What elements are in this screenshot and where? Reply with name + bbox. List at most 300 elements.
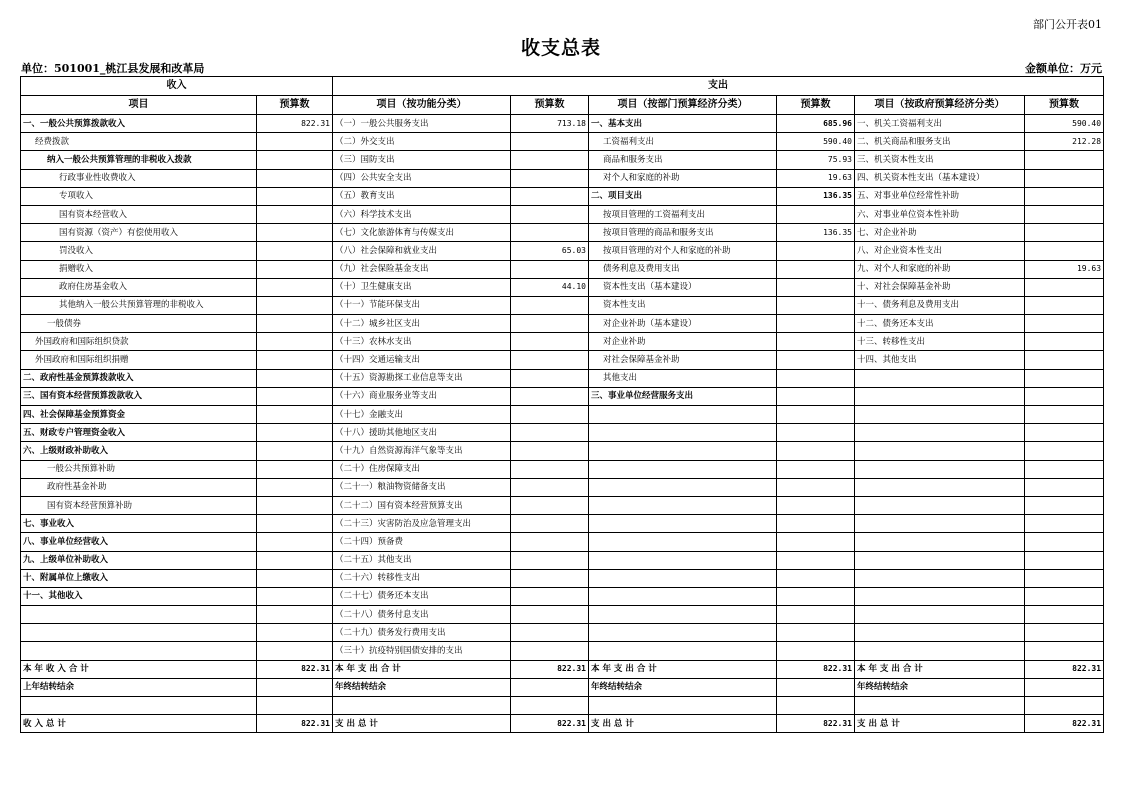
income-amount-cell <box>257 406 333 424</box>
gov-econ-amount-cell <box>1025 533 1104 551</box>
table-group-header-row <box>21 77 1104 96</box>
income-amount-cell <box>257 496 333 514</box>
income-item-cell: 经费拨款 <box>21 133 257 151</box>
gov-econ-amount-cell <box>1025 278 1104 296</box>
income-item-cell: 一、一般公共预算拨款收入 <box>21 115 257 133</box>
gov-econ-item-cell: 七、对企业补助 <box>855 224 1025 242</box>
income-item-cell: 国有资本经营收入 <box>21 205 257 223</box>
gov-econ-amount-cell <box>1025 242 1104 260</box>
gov-econ-item-cell <box>855 587 1025 605</box>
gov-econ-item-cell <box>855 387 1025 405</box>
dept-econ-item-cell <box>589 642 777 660</box>
gov-econ-item-cell <box>855 460 1025 478</box>
gov-econ-amount-cell <box>1025 369 1104 387</box>
income-item-cell: 二、政府性基金预算拨款收入 <box>21 369 257 387</box>
dept-econ-amount-cell <box>777 624 855 642</box>
function-item-cell: （一）一般公共服务支出 <box>333 115 511 133</box>
function-item-cell: （十二）城乡社区支出 <box>333 315 511 333</box>
function-item-cell: （二十九）债务发行费用支出 <box>333 624 511 642</box>
function-amount-cell <box>511 296 589 314</box>
income-amount-cell <box>257 133 333 151</box>
function-amount-cell: 44.10 <box>511 278 589 296</box>
table-row <box>21 242 1104 260</box>
dept-econ-item-cell: 二、项目支出 <box>589 187 777 205</box>
dept-econ-item-cell <box>589 569 777 587</box>
income-amount-cell <box>257 333 333 351</box>
dept-econ-amount-cell <box>777 587 855 605</box>
income-amount-cell <box>257 224 333 242</box>
function-amount-cell <box>511 387 589 405</box>
gov-econ-amount-cell <box>1025 642 1104 660</box>
gov-econ-item-cell: 十一、债务利息及费用支出 <box>855 296 1025 314</box>
income-amount-cell <box>257 187 333 205</box>
income-item-cell: 一般公共预算补助 <box>21 460 257 478</box>
column-header: 项目（按功能分类） <box>333 96 511 115</box>
dept-econ-item-cell: 对社会保障基金补助 <box>589 351 777 369</box>
gov-econ-item-cell <box>855 369 1025 387</box>
income-item-cell: 上年结转结余 <box>21 678 257 696</box>
table-row <box>21 551 1104 569</box>
dept-econ-amount-cell: 822.31 <box>777 715 855 733</box>
table-body <box>21 115 1104 733</box>
function-item-cell: （三）国防支出 <box>333 151 511 169</box>
dept-econ-item-cell <box>589 442 777 460</box>
function-item-cell: （九）社会保险基金支出 <box>333 260 511 278</box>
table-row <box>21 387 1104 405</box>
dept-econ-amount-cell <box>777 533 855 551</box>
income-amount-cell <box>257 351 333 369</box>
dept-econ-item-cell <box>589 606 777 624</box>
table-row <box>21 369 1104 387</box>
table-row <box>21 624 1104 642</box>
function-item-cell: （六）科学技术支出 <box>333 205 511 223</box>
gov-econ-amount-cell <box>1025 187 1104 205</box>
income-group-header: 收入 <box>21 77 333 96</box>
function-amount-cell <box>511 533 589 551</box>
dept-econ-item-cell <box>589 551 777 569</box>
column-header: 预算数 <box>511 96 589 115</box>
dept-econ-item-cell <box>589 460 777 478</box>
dept-econ-item-cell <box>589 587 777 605</box>
dept-econ-item-cell: 债务利息及费用支出 <box>589 260 777 278</box>
dept-econ-item-cell: 按项目管理的商品和服务支出 <box>589 224 777 242</box>
gov-econ-amount-cell <box>1025 606 1104 624</box>
table-row <box>21 569 1104 587</box>
dept-econ-item-cell: 商品和服务支出 <box>589 151 777 169</box>
function-item-cell: （十九）自然资源海洋气象等支出 <box>333 442 511 460</box>
gov-econ-item-cell: 支 出 总 计 <box>855 715 1025 733</box>
dept-econ-item-cell: 本 年 支 出 合 计 <box>589 660 777 678</box>
dept-econ-amount-cell <box>777 333 855 351</box>
dept-econ-amount-cell <box>777 496 855 514</box>
table-row <box>21 133 1104 151</box>
function-amount-cell <box>511 624 589 642</box>
function-item-cell: （二十）住房保障支出 <box>333 460 511 478</box>
income-amount-cell <box>257 315 333 333</box>
income-amount-cell <box>257 642 333 660</box>
function-item-cell: （二十五）其他支出 <box>333 551 511 569</box>
table-row <box>21 715 1104 733</box>
income-amount-cell <box>257 587 333 605</box>
function-amount-cell <box>511 333 589 351</box>
gov-econ-item-cell <box>855 533 1025 551</box>
dept-econ-amount-cell <box>777 515 855 533</box>
table-row <box>21 533 1104 551</box>
gov-econ-item-cell <box>855 569 1025 587</box>
income-amount-cell <box>257 460 333 478</box>
dept-econ-amount-cell <box>777 406 855 424</box>
function-item-cell: （八）社会保障和就业支出 <box>333 242 511 260</box>
dept-econ-item-cell <box>589 533 777 551</box>
gov-econ-item-cell <box>855 478 1025 496</box>
income-item-cell: 五、财政专户管理资金收入 <box>21 424 257 442</box>
income-amount-cell <box>257 678 333 696</box>
gov-econ-item-cell: 四、机关资本性支出（基本建设） <box>855 169 1025 187</box>
dept-econ-amount-cell <box>777 260 855 278</box>
gov-econ-amount-cell <box>1025 406 1104 424</box>
table-row <box>21 187 1104 205</box>
dept-econ-item-cell: 对企业补助 <box>589 333 777 351</box>
income-item-cell: 政府住房基金收入 <box>21 278 257 296</box>
function-amount-cell: 713.18 <box>511 115 589 133</box>
gov-econ-amount-cell <box>1025 478 1104 496</box>
table-row <box>21 642 1104 660</box>
income-item-cell <box>21 642 257 660</box>
function-item-cell: （十七）金融支出 <box>333 406 511 424</box>
gov-econ-amount-cell <box>1025 424 1104 442</box>
dept-econ-amount-cell: 685.96 <box>777 115 855 133</box>
dept-econ-item-cell <box>589 697 777 715</box>
gov-econ-amount-cell <box>1025 296 1104 314</box>
gov-econ-amount-cell <box>1025 460 1104 478</box>
income-item-cell: 外国政府和国际组织捐赠 <box>21 351 257 369</box>
table-row <box>21 606 1104 624</box>
gov-econ-amount-cell: 590.40 <box>1025 115 1104 133</box>
income-amount-cell <box>257 515 333 533</box>
gov-econ-amount-cell: 822.31 <box>1025 660 1104 678</box>
income-item-cell: 六、上级财政补助收入 <box>21 442 257 460</box>
function-item-cell: （七）文化旅游体育与传媒支出 <box>333 224 511 242</box>
function-item-cell: （二十二）国有资本经营预算支出 <box>333 496 511 514</box>
gov-econ-amount-cell <box>1025 569 1104 587</box>
income-item-cell: 国有资本经营预算补助 <box>21 496 257 514</box>
gov-econ-amount-cell <box>1025 496 1104 514</box>
dept-econ-item-cell: 对个人和家庭的补助 <box>589 169 777 187</box>
function-item-cell: （二十三）灾害防治及应急管理支出 <box>333 515 511 533</box>
revenue-expenditure-table <box>20 76 1104 733</box>
gov-econ-item-cell <box>855 606 1025 624</box>
page-title: 收支总表 <box>520 37 601 59</box>
income-amount-cell <box>257 242 333 260</box>
function-item-cell: （二十七）债务还本支出 <box>333 587 511 605</box>
table-row <box>21 678 1104 696</box>
income-item-cell: 专项收入 <box>21 187 257 205</box>
income-item-cell: 十一、其他收入 <box>21 587 257 605</box>
table-row <box>21 697 1104 715</box>
function-amount-cell <box>511 187 589 205</box>
function-item-cell: （二十四）预备费 <box>333 533 511 551</box>
dept-econ-amount-cell <box>777 205 855 223</box>
table-row <box>21 478 1104 496</box>
dept-econ-amount-cell: 590.40 <box>777 133 855 151</box>
income-item-cell <box>21 697 257 715</box>
gov-econ-amount-cell <box>1025 678 1104 696</box>
function-amount-cell <box>511 606 589 624</box>
gov-econ-item-cell: 三、机关资本性支出 <box>855 151 1025 169</box>
income-item-cell: 七、事业收入 <box>21 515 257 533</box>
dept-econ-amount-cell <box>777 442 855 460</box>
gov-econ-amount-cell: 212.28 <box>1025 133 1104 151</box>
table-row <box>21 260 1104 278</box>
table-row <box>21 278 1104 296</box>
dept-econ-amount-cell <box>777 569 855 587</box>
income-amount-cell <box>257 387 333 405</box>
gov-econ-item-cell <box>855 496 1025 514</box>
function-amount-cell <box>511 315 589 333</box>
dept-econ-item-cell <box>589 478 777 496</box>
table-row <box>21 315 1104 333</box>
gov-econ-item-cell: 十、对社会保障基金补助 <box>855 278 1025 296</box>
gov-econ-item-cell: 本 年 支 出 合 计 <box>855 660 1025 678</box>
table-row <box>21 496 1104 514</box>
function-item-cell: （二十八）债务付息支出 <box>333 606 511 624</box>
dept-econ-amount-cell: 136.35 <box>777 224 855 242</box>
function-item-cell: （十四）交通运输支出 <box>333 351 511 369</box>
gov-econ-amount-cell <box>1025 351 1104 369</box>
dept-econ-amount-cell <box>777 242 855 260</box>
dept-econ-item-cell: 对企业补助（基本建设） <box>589 315 777 333</box>
income-item-cell: 本 年 收 入 合 计 <box>21 660 257 678</box>
function-amount-cell <box>511 205 589 223</box>
table-row <box>21 205 1104 223</box>
income-amount-cell: 822.31 <box>257 115 333 133</box>
function-amount-cell <box>511 697 589 715</box>
dept-econ-amount-cell <box>777 478 855 496</box>
gov-econ-item-cell <box>855 424 1025 442</box>
function-amount-cell <box>511 224 589 242</box>
gov-econ-amount-cell <box>1025 551 1104 569</box>
table-row <box>21 224 1104 242</box>
function-amount-cell <box>511 587 589 605</box>
function-amount-cell <box>511 460 589 478</box>
function-item-cell: （十六）商业服务业等支出 <box>333 387 511 405</box>
gov-econ-amount-cell <box>1025 151 1104 169</box>
gov-econ-amount-cell <box>1025 442 1104 460</box>
function-item-cell: （二十六）转移性支出 <box>333 569 511 587</box>
function-amount-cell <box>511 642 589 660</box>
gov-econ-amount-cell <box>1025 333 1104 351</box>
column-header: 项目 <box>21 96 257 115</box>
table-row <box>21 296 1104 314</box>
column-header: 预算数 <box>257 96 333 115</box>
gov-econ-amount-cell <box>1025 515 1104 533</box>
income-amount-cell <box>257 369 333 387</box>
income-amount-cell <box>257 569 333 587</box>
column-header: 预算数 <box>1025 96 1104 115</box>
income-amount-cell <box>257 424 333 442</box>
income-amount-cell: 822.31 <box>257 715 333 733</box>
table-row <box>21 442 1104 460</box>
function-item-cell: （二十一）粮油物资储备支出 <box>333 478 511 496</box>
income-amount-cell <box>257 151 333 169</box>
income-amount-cell <box>257 624 333 642</box>
income-amount-cell <box>257 478 333 496</box>
unit-label: 单位：501001_桃江县发展和改革局 <box>21 62 205 75</box>
dept-econ-item-cell: 三、事业单位经营服务支出 <box>589 387 777 405</box>
function-amount-cell: 822.31 <box>511 715 589 733</box>
function-item-cell: （十五）资源勘探工业信息等支出 <box>333 369 511 387</box>
gov-econ-item-cell: 二、机关商品和服务支出 <box>855 133 1025 151</box>
function-amount-cell <box>511 442 589 460</box>
dept-econ-amount-cell <box>777 678 855 696</box>
dept-econ-item-cell: 按项目管理的工资福利支出 <box>589 205 777 223</box>
income-item-cell: 四、社会保障基金预算资金 <box>21 406 257 424</box>
dept-econ-amount-cell <box>777 551 855 569</box>
expense-group-header: 支出 <box>333 77 1104 96</box>
income-amount-cell <box>257 296 333 314</box>
function-item-cell: （四）公共安全支出 <box>333 169 511 187</box>
income-amount-cell <box>257 697 333 715</box>
function-amount-cell <box>511 478 589 496</box>
dept-econ-amount-cell <box>777 642 855 660</box>
function-item-cell: 本 年 支 出 合 计 <box>333 660 511 678</box>
gov-econ-amount-cell <box>1025 624 1104 642</box>
table-row <box>21 515 1104 533</box>
table-row <box>21 151 1104 169</box>
dept-econ-amount-cell <box>777 387 855 405</box>
dept-econ-amount-cell <box>777 278 855 296</box>
dept-econ-item-cell: 按项目管理的对个人和家庭的补助 <box>589 242 777 260</box>
gov-econ-item-cell: 五、对事业单位经常性补助 <box>855 187 1025 205</box>
function-item-cell: 支 出 总 计 <box>333 715 511 733</box>
dept-econ-amount-cell <box>777 369 855 387</box>
gov-econ-amount-cell <box>1025 169 1104 187</box>
table-row <box>21 660 1104 678</box>
income-item-cell: 十、附属单位上缴收入 <box>21 569 257 587</box>
dept-econ-item-cell <box>589 515 777 533</box>
income-item-cell: 九、上级单位补助收入 <box>21 551 257 569</box>
dept-econ-amount-cell: 822.31 <box>777 660 855 678</box>
gov-econ-item-cell <box>855 697 1025 715</box>
dept-econ-item-cell: 支 出 总 计 <box>589 715 777 733</box>
dept-econ-amount-cell <box>777 296 855 314</box>
dept-econ-item-cell <box>589 496 777 514</box>
gov-econ-item-cell: 十三、转移性支出 <box>855 333 1025 351</box>
income-item-cell <box>21 606 257 624</box>
income-amount-cell <box>257 606 333 624</box>
amount-unit-label: 金额单位：万元 <box>1025 62 1102 75</box>
dept-econ-item-cell <box>589 406 777 424</box>
income-amount-cell <box>257 260 333 278</box>
gov-econ-item-cell: 六、对事业单位资本性补助 <box>855 205 1025 223</box>
table-row <box>21 169 1104 187</box>
dept-econ-amount-cell <box>777 606 855 624</box>
dept-econ-amount-cell <box>777 315 855 333</box>
income-amount-cell <box>257 442 333 460</box>
dept-econ-item-cell: 工资福利支出 <box>589 133 777 151</box>
function-amount-cell: 822.31 <box>511 660 589 678</box>
income-item-cell <box>21 624 257 642</box>
function-amount-cell <box>511 133 589 151</box>
table-row <box>21 424 1104 442</box>
gov-econ-item-cell: 一、机关工资福利支出 <box>855 115 1025 133</box>
income-item-cell: 行政事业性收费收入 <box>21 169 257 187</box>
function-amount-cell <box>511 351 589 369</box>
table-row <box>21 587 1104 605</box>
column-header: 项目（按政府预算经济分类） <box>855 96 1025 115</box>
dept-econ-amount-cell: 75.93 <box>777 151 855 169</box>
dept-econ-item-cell <box>589 424 777 442</box>
income-amount-cell <box>257 205 333 223</box>
income-item-cell: 外国政府和国际组织贷款 <box>21 333 257 351</box>
form-code: 部门公开表01 <box>1033 18 1102 31</box>
dept-econ-amount-cell <box>777 460 855 478</box>
income-amount-cell <box>257 533 333 551</box>
function-amount-cell <box>511 369 589 387</box>
table-row <box>21 115 1104 133</box>
gov-econ-amount-cell: 822.31 <box>1025 715 1104 733</box>
income-item-cell: 三、国有资本经营预算拨款收入 <box>21 387 257 405</box>
function-amount-cell <box>511 260 589 278</box>
function-amount-cell <box>511 424 589 442</box>
income-item-cell: 政府性基金补助 <box>21 478 257 496</box>
dept-econ-amount-cell: 136.35 <box>777 187 855 205</box>
income-amount-cell: 822.31 <box>257 660 333 678</box>
column-header: 预算数 <box>777 96 855 115</box>
income-item-cell: 八、事业单位经营收入 <box>21 533 257 551</box>
function-item-cell: （三十）抗疫特别国债安排的支出 <box>333 642 511 660</box>
income-amount-cell <box>257 278 333 296</box>
gov-econ-amount-cell: 19.63 <box>1025 260 1104 278</box>
dept-econ-amount-cell <box>777 697 855 715</box>
function-amount-cell: 65.03 <box>511 242 589 260</box>
gov-econ-item-cell <box>855 406 1025 424</box>
dept-econ-item-cell: 其他支出 <box>589 369 777 387</box>
dept-econ-amount-cell <box>777 424 855 442</box>
income-item-cell: 纳入一般公共预算管理的非税收入拨款 <box>21 151 257 169</box>
function-amount-cell <box>511 678 589 696</box>
gov-econ-amount-cell <box>1025 587 1104 605</box>
dept-econ-item-cell: 一、基本支出 <box>589 115 777 133</box>
table-column-header-row <box>21 96 1104 115</box>
gov-econ-item-cell <box>855 551 1025 569</box>
function-item-cell <box>333 697 511 715</box>
table-row <box>21 351 1104 369</box>
table-row <box>21 333 1104 351</box>
gov-econ-amount-cell <box>1025 697 1104 715</box>
function-item-cell: （十）卫生健康支出 <box>333 278 511 296</box>
income-item-cell: 收 入 总 计 <box>21 715 257 733</box>
function-amount-cell <box>511 515 589 533</box>
dept-econ-item-cell: 资本性支出（基本建设） <box>589 278 777 296</box>
gov-econ-item-cell <box>855 515 1025 533</box>
function-item-cell: （十一）节能环保支出 <box>333 296 511 314</box>
dept-econ-amount-cell: 19.63 <box>777 169 855 187</box>
function-item-cell: （二）外交支出 <box>333 133 511 151</box>
gov-econ-item-cell <box>855 642 1025 660</box>
column-header: 项目（按部门预算经济分类） <box>589 96 777 115</box>
income-item-cell: 国有资源（资产）有偿使用收入 <box>21 224 257 242</box>
function-amount-cell <box>511 406 589 424</box>
table-row <box>21 406 1104 424</box>
gov-econ-amount-cell <box>1025 205 1104 223</box>
income-amount-cell <box>257 551 333 569</box>
function-amount-cell <box>511 496 589 514</box>
income-item-cell: 捐赠收入 <box>21 260 257 278</box>
table-row <box>21 460 1104 478</box>
gov-econ-amount-cell <box>1025 315 1104 333</box>
function-amount-cell <box>511 569 589 587</box>
